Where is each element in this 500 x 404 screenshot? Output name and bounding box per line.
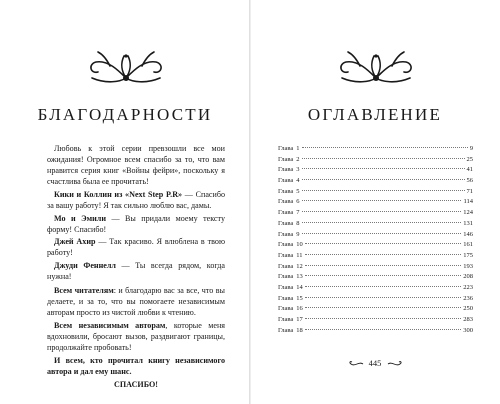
toc-chapter-label: Глава [278,187,294,195]
toc-page-number: 25 [466,155,473,163]
toc-row [278,283,473,294]
toc-leader-dots [305,275,461,276]
toc-chapter-number: 8 [296,219,300,227]
toc-page-number: 114 [463,198,473,206]
toc-page-number: 124 [463,209,473,217]
toc-chapter-label: Глава [278,230,294,238]
toc-chapter-number: 5 [296,187,300,195]
ack-paragraph [47,236,225,258]
toc-chapter-number: 14 [296,283,303,291]
ack-name: Джуди Феннелл [54,260,116,270]
toc-row [278,326,473,337]
toc-chapter-number: 15 [296,294,303,302]
toc-row [278,315,473,326]
ack-text: — Ты всегда рядом, когда нужна! [47,260,225,282]
ack-thanks: СПАСИБО! [113,379,158,389]
toc-page-number: 56 [466,177,473,185]
toc-page-number: 9 [469,145,473,152]
toc-page-number: 41 [466,166,473,174]
toc-row [278,187,473,198]
ack-name: И всем, кто прочитал книгу независимого автора и дал ему шанс. [47,355,225,376]
toc-chapter-number: 1 [296,145,300,152]
toc-leader-dots [302,222,462,223]
right-page [250,0,500,404]
ack-text: — Спасибо за вашу работу! Я так сильно люблю вас, дамы. [47,189,225,210]
toc-leader-dots [305,286,461,287]
toc-leader-dots [302,190,465,191]
toc-chapter-number: 9 [296,230,300,238]
toc-page-number: 193 [463,262,473,270]
toc-leader-dots [305,243,461,244]
toc-chapter-label: Глава [278,326,294,334]
toc-chapter-number: 4 [296,177,300,185]
toc-chapter-label: Глава [278,166,294,174]
toc-row [278,294,473,305]
flourish-ornament-icon [330,48,422,88]
acknowledgements-title: БЛАГОДАРНОСТИ [37,105,213,124]
toc-page-number: 146 [463,230,473,238]
acknowledgements-text [47,143,225,391]
toc-chapter-label: Глава [278,209,294,217]
ack-paragraph [47,355,225,377]
toc-page-number: 250 [463,305,473,313]
toc-page-number: 223 [463,283,473,291]
toc-leader-dots [305,329,461,330]
toc-chapter-number: 17 [296,316,303,323]
toc-row [278,208,473,219]
toc-row [278,197,473,208]
ack-paragraph [47,285,225,318]
toc-row [278,155,473,166]
ack-name: Всем независимым авторам [54,320,166,330]
toc-leader-dots [305,307,461,308]
toc-chapter-number: 2 [296,155,300,163]
toc-chapter-label: Глава [278,305,294,313]
flourish-ornament-icon [80,48,172,88]
toc-row [278,272,473,283]
toc-chapter-label: Глава [278,316,294,323]
toc-leader-dots [302,211,462,212]
toc-chapter-number: 12 [296,262,303,270]
ack-paragraph [47,143,225,187]
toc-page-number: 283 [463,316,473,323]
toc-chapter-label: Глава [278,155,294,163]
toc-chapter-number: 10 [296,241,303,249]
toc-chapter-label: Глава [278,198,294,206]
table-of-contents [278,144,473,336]
toc-chapter-label: Глава [278,145,294,152]
toc-row [278,219,473,230]
toc-leader-dots [302,233,462,234]
toc-row [278,251,473,262]
toc-chapter-label: Глава [278,241,294,249]
ack-text: — Так красиво. Я влюблена в твою работу! [47,237,226,258]
toc-page-number: 175 [463,251,473,259]
toc-page-number: 236 [463,294,473,302]
toc-leader-dots [305,254,462,255]
toc-leader-dots [302,168,465,169]
toc-page-number: 208 [463,273,473,281]
toc-leader-dots [305,297,461,298]
toc-chapter-number: 3 [296,166,300,174]
toc-chapter-number: 6 [296,198,300,206]
ack-text: , которые меня вдохновили, бросают вызов, раздвигают границы, продолжайте пробовать! [47,320,225,353]
toc-row [278,144,473,155]
toc-chapter-number: 7 [296,209,300,217]
toc-row [278,240,473,251]
ack-text: Любовь к этой серии превзошли все мои ожидания! Огромное всем спасибо за то, что вам нравится серия книг «Войны фейри», поскольку я счастлива была ее прочитать! [47,144,225,187]
toc-chapter-label: Глава [278,283,294,291]
toc-page-number: 300 [463,326,473,334]
ack-paragraph [47,260,225,282]
toc-leader-dots [302,179,465,180]
ack-paragraph [47,320,225,353]
toc-leader-dots [305,318,461,319]
toc-chapter-label: Глава [278,177,294,185]
toc-row [278,262,473,273]
swirl-ornament-icon [348,360,364,368]
toc-leader-dots [302,200,462,201]
toc-page-number: 161 [463,241,473,249]
toc-chapter-number: 16 [296,305,303,313]
toc-row [278,304,473,315]
toc-leader-dots [305,265,461,266]
toc-leader-dots [302,147,468,148]
ack-paragraph [47,189,225,211]
swirl-ornament-icon [387,360,403,368]
toc-chapter-label: Глава [278,262,294,270]
ack-paragraph [47,213,225,235]
toc-chapter-number: 11 [296,251,303,259]
toc-chapter-label: Глава [278,251,294,259]
toc-row [278,165,473,176]
ack-name: Кики и Коллин из «Next Step P.R» [54,189,183,199]
toc-chapter-label: Глава [278,273,294,281]
toc-chapter-number: 13 [296,273,303,281]
toc-title: ОГЛАВЛЕНИЕ [307,105,443,124]
ack-text: : и благодарю вас за все, что вы делаете, и за то, что вы помогаете независимым авторам просто из чистой любви к чтению. [47,286,225,318]
page-number [250,358,500,368]
ack-name: Всем читателям [54,286,114,296]
toc-leader-dots [302,158,465,159]
toc-page-number: 71 [466,187,473,195]
ack-name: Джей Ахир [54,237,96,247]
toc-chapter-label: Глава [278,294,294,302]
toc-page-number: 131 [463,219,473,227]
ack-name: Мо и Эмили [54,213,107,223]
toc-chapter-label: Глава [278,219,294,227]
toc-row [278,230,473,241]
toc-chapter-number: 18 [296,326,303,334]
toc-row [278,176,473,187]
folio-number: 445 [368,358,382,368]
ack-text: — Вы придали моему тексту форму! Спасибо! [47,213,225,234]
